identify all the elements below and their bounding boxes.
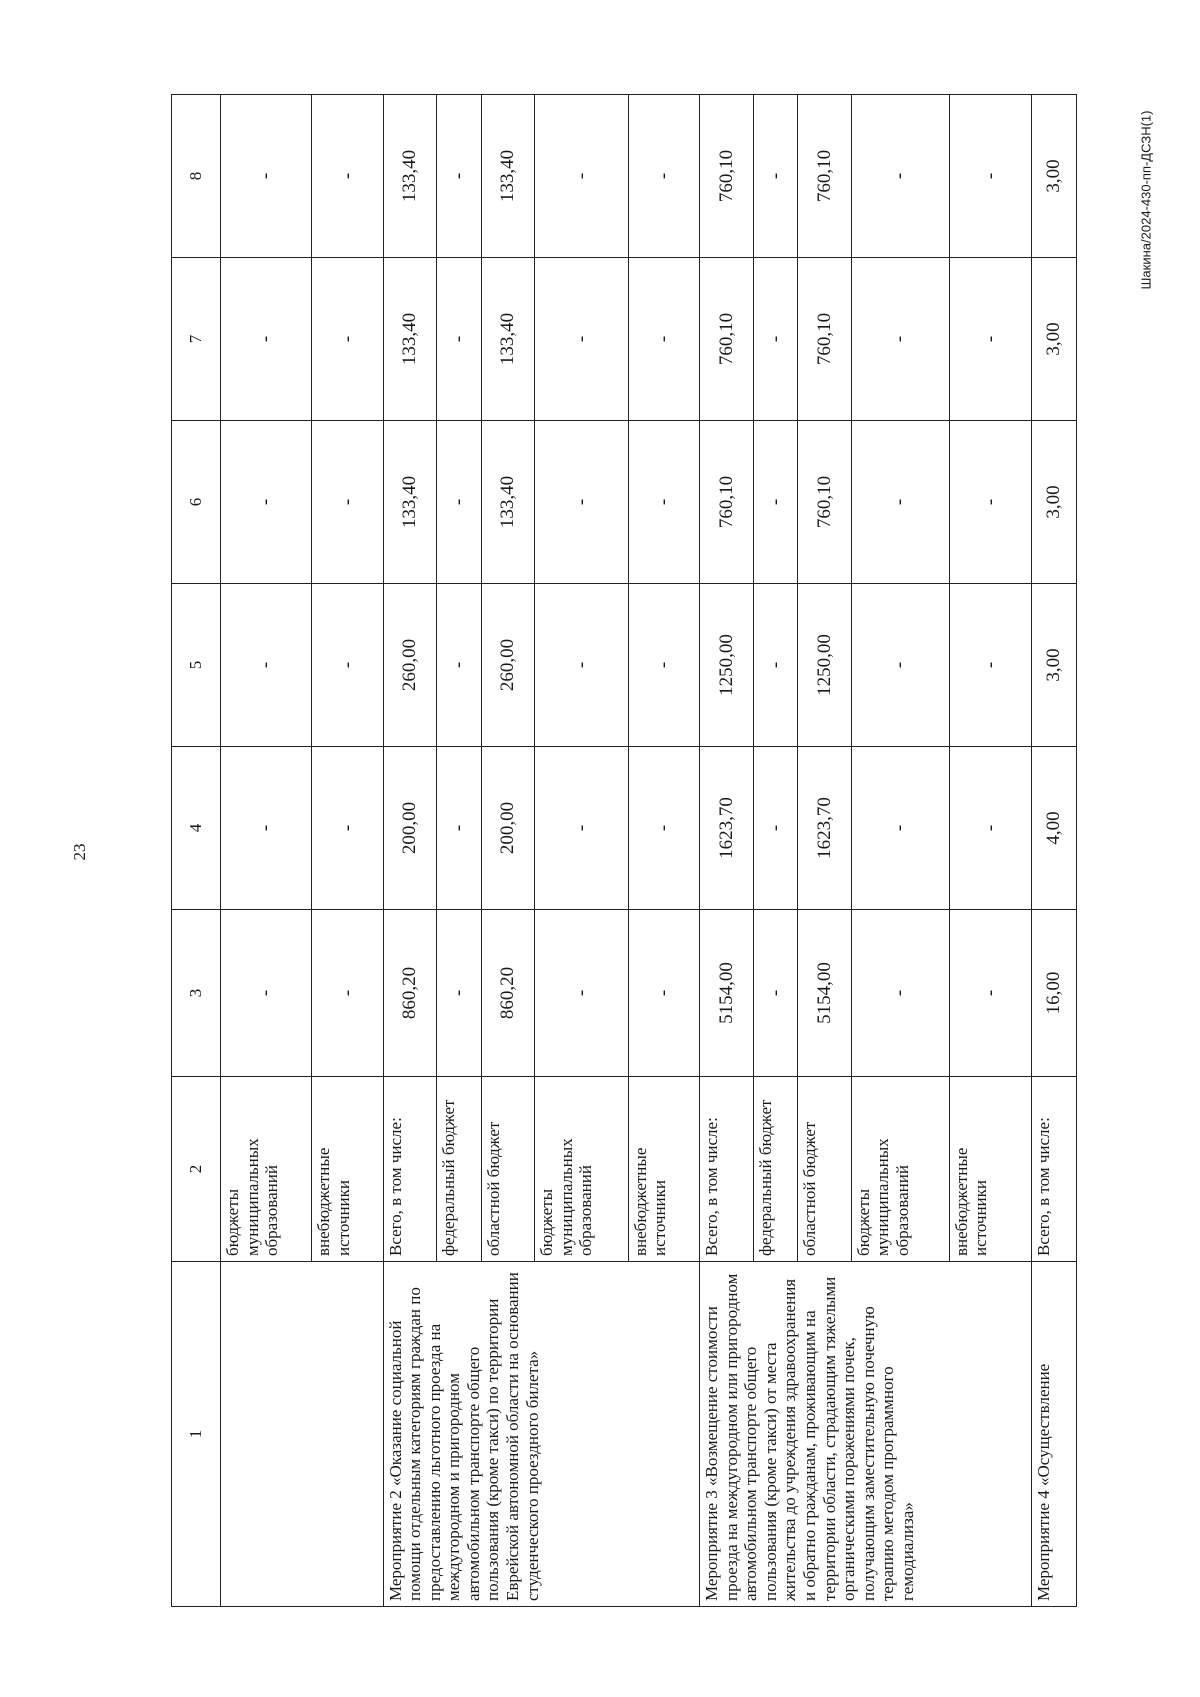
- funding-source-cell: Всего, в том числе:: [383, 1077, 436, 1262]
- column-header: 5: [172, 584, 221, 747]
- value-cell: -: [851, 910, 949, 1077]
- value-cell: -: [851, 747, 949, 910]
- funding-source-cell: внебюджетные источники: [628, 1077, 699, 1262]
- value-cell: -: [437, 747, 482, 910]
- value-cell: -: [535, 258, 629, 421]
- value-cell: 1623,70: [700, 747, 753, 910]
- value-cell: -: [535, 910, 629, 1077]
- value-cell: -: [437, 95, 482, 258]
- value-cell: 3,00: [1032, 584, 1077, 747]
- value-cell: -: [221, 584, 312, 747]
- column-header: 8: [172, 95, 221, 258]
- table-row: [1032, 95, 1077, 1607]
- value-cell: -: [628, 95, 699, 258]
- value-cell: 4,00: [1032, 747, 1077, 910]
- value-cell: 760,10: [700, 95, 753, 258]
- table-row: [383, 95, 436, 1607]
- value-cell: -: [949, 747, 1031, 910]
- funding-source-cell: федеральный бюджет: [753, 1077, 798, 1262]
- funding-source-cell: внебюджетные источники: [949, 1077, 1031, 1262]
- value-cell: 1623,70: [798, 747, 851, 910]
- value-cell: -: [949, 258, 1031, 421]
- value-cell: -: [221, 95, 312, 258]
- value-cell: 3,00: [1032, 421, 1077, 584]
- value-cell: -: [535, 584, 629, 747]
- value-cell: -: [312, 421, 383, 584]
- value-cell: -: [851, 584, 949, 747]
- value-cell: 3,00: [1032, 95, 1077, 258]
- value-cell: -: [949, 910, 1031, 1077]
- value-cell: -: [628, 584, 699, 747]
- value-cell: -: [949, 95, 1031, 258]
- column-header: 4: [172, 747, 221, 910]
- funding-source-cell: Всего, в том числе:: [1032, 1077, 1077, 1262]
- table-row: [221, 95, 312, 1607]
- value-cell: -: [851, 95, 949, 258]
- funding-source-cell: областной бюджет: [798, 1077, 851, 1262]
- funding-source-cell: федеральный бюджет: [437, 1077, 482, 1262]
- funding-source-cell: Всего, в том числе:: [700, 1077, 753, 1262]
- table-container: [171, 95, 1077, 1607]
- value-cell: 260,00: [383, 584, 436, 747]
- value-cell: -: [753, 584, 798, 747]
- measure-description-cell: Мероприятие 2 «Оказание социальной помощи отдельным категориям граждан по предоставлению льготного проезда на междугородном и пригородном автомобильном транспорте общего пользования (кроме такси) по территории Еврейской автономной области на основании студенческого проездного билета»: [383, 1262, 699, 1607]
- value-cell: 133,40: [383, 421, 436, 584]
- value-cell: -: [221, 421, 312, 584]
- column-header: 6: [172, 421, 221, 584]
- value-cell: 5154,00: [798, 910, 851, 1077]
- value-cell: -: [312, 258, 383, 421]
- value-cell: -: [628, 258, 699, 421]
- value-cell: 860,20: [383, 910, 436, 1077]
- table-body: [172, 95, 1077, 1607]
- value-cell: -: [221, 258, 312, 421]
- funding-source-cell: бюджеты муниципальных образований: [851, 1077, 949, 1262]
- value-cell: -: [753, 747, 798, 910]
- value-cell: -: [753, 421, 798, 584]
- value-cell: 133,40: [481, 421, 534, 584]
- value-cell: 760,10: [700, 421, 753, 584]
- value-cell: -: [628, 421, 699, 584]
- value-cell: -: [437, 910, 482, 1077]
- value-cell: 5154,00: [700, 910, 753, 1077]
- value-cell: -: [437, 421, 482, 584]
- value-cell: -: [753, 258, 798, 421]
- value-cell: 760,10: [798, 421, 851, 584]
- value-cell: -: [753, 910, 798, 1077]
- value-cell: -: [535, 747, 629, 910]
- value-cell: 860,20: [481, 910, 534, 1077]
- value-cell: 133,40: [383, 258, 436, 421]
- value-cell: -: [312, 910, 383, 1077]
- value-cell: 133,40: [481, 95, 534, 258]
- value-cell: 1250,00: [798, 584, 851, 747]
- value-cell: 133,40: [383, 95, 436, 258]
- value-cell: 16,00: [1032, 910, 1077, 1077]
- value-cell: 3,00: [1032, 258, 1077, 421]
- funding-source-cell: областной бюджет: [481, 1077, 534, 1262]
- value-cell: -: [535, 95, 629, 258]
- column-header: 7: [172, 258, 221, 421]
- value-cell: 760,10: [798, 95, 851, 258]
- column-header: 1: [172, 1262, 221, 1607]
- value-cell: -: [753, 95, 798, 258]
- value-cell: -: [628, 910, 699, 1077]
- value-cell: -: [628, 747, 699, 910]
- value-cell: -: [437, 584, 482, 747]
- value-cell: -: [312, 747, 383, 910]
- value-cell: -: [221, 910, 312, 1077]
- table-header-row: [172, 95, 221, 1607]
- value-cell: -: [851, 421, 949, 584]
- value-cell: -: [437, 258, 482, 421]
- value-cell: -: [851, 258, 949, 421]
- value-cell: 760,10: [798, 258, 851, 421]
- value-cell: 760,10: [700, 258, 753, 421]
- value-cell: 200,00: [383, 747, 436, 910]
- value-cell: -: [221, 747, 312, 910]
- measure-description-cell: Мероприятие 4 «Осуществление: [1032, 1262, 1077, 1607]
- value-cell: 1250,00: [700, 584, 753, 747]
- value-cell: -: [535, 421, 629, 584]
- funding-source-cell: внебюджетные источники: [312, 1077, 383, 1262]
- value-cell: -: [312, 584, 383, 747]
- value-cell: -: [312, 95, 383, 258]
- value-cell: 133,40: [481, 258, 534, 421]
- value-cell: 200,00: [481, 747, 534, 910]
- value-cell: -: [949, 584, 1031, 747]
- measure-description-cell: [221, 1262, 384, 1607]
- column-header: 2: [172, 1077, 221, 1262]
- table-row: [700, 95, 753, 1607]
- document-code: Шакина/2024-430-пп-ДСЗН(1): [1138, 110, 1154, 290]
- page-number: 23: [70, 843, 89, 861]
- value-cell: 260,00: [481, 584, 534, 747]
- funding-source-cell: бюджеты муниципальных образований: [535, 1077, 629, 1262]
- column-header: 3: [172, 910, 221, 1077]
- funding-source-cell: бюджеты муниципальных образований: [221, 1077, 312, 1262]
- value-cell: -: [949, 421, 1031, 584]
- measure-description-cell: Мероприятие 3 «Возмещение стоимости проезда на междугородном или пригородном автомобильном транспорте общего пользования (кроме такси) от места жительства до учреждения здравоохранения и обратно гражданам, проживающим на территории области, страдающим тяжелыми органическими поражениями почек, получающим заместительную почечную терапию методом программного гемодиализа»: [700, 1262, 1032, 1607]
- budget-table: [171, 94, 1077, 1607]
